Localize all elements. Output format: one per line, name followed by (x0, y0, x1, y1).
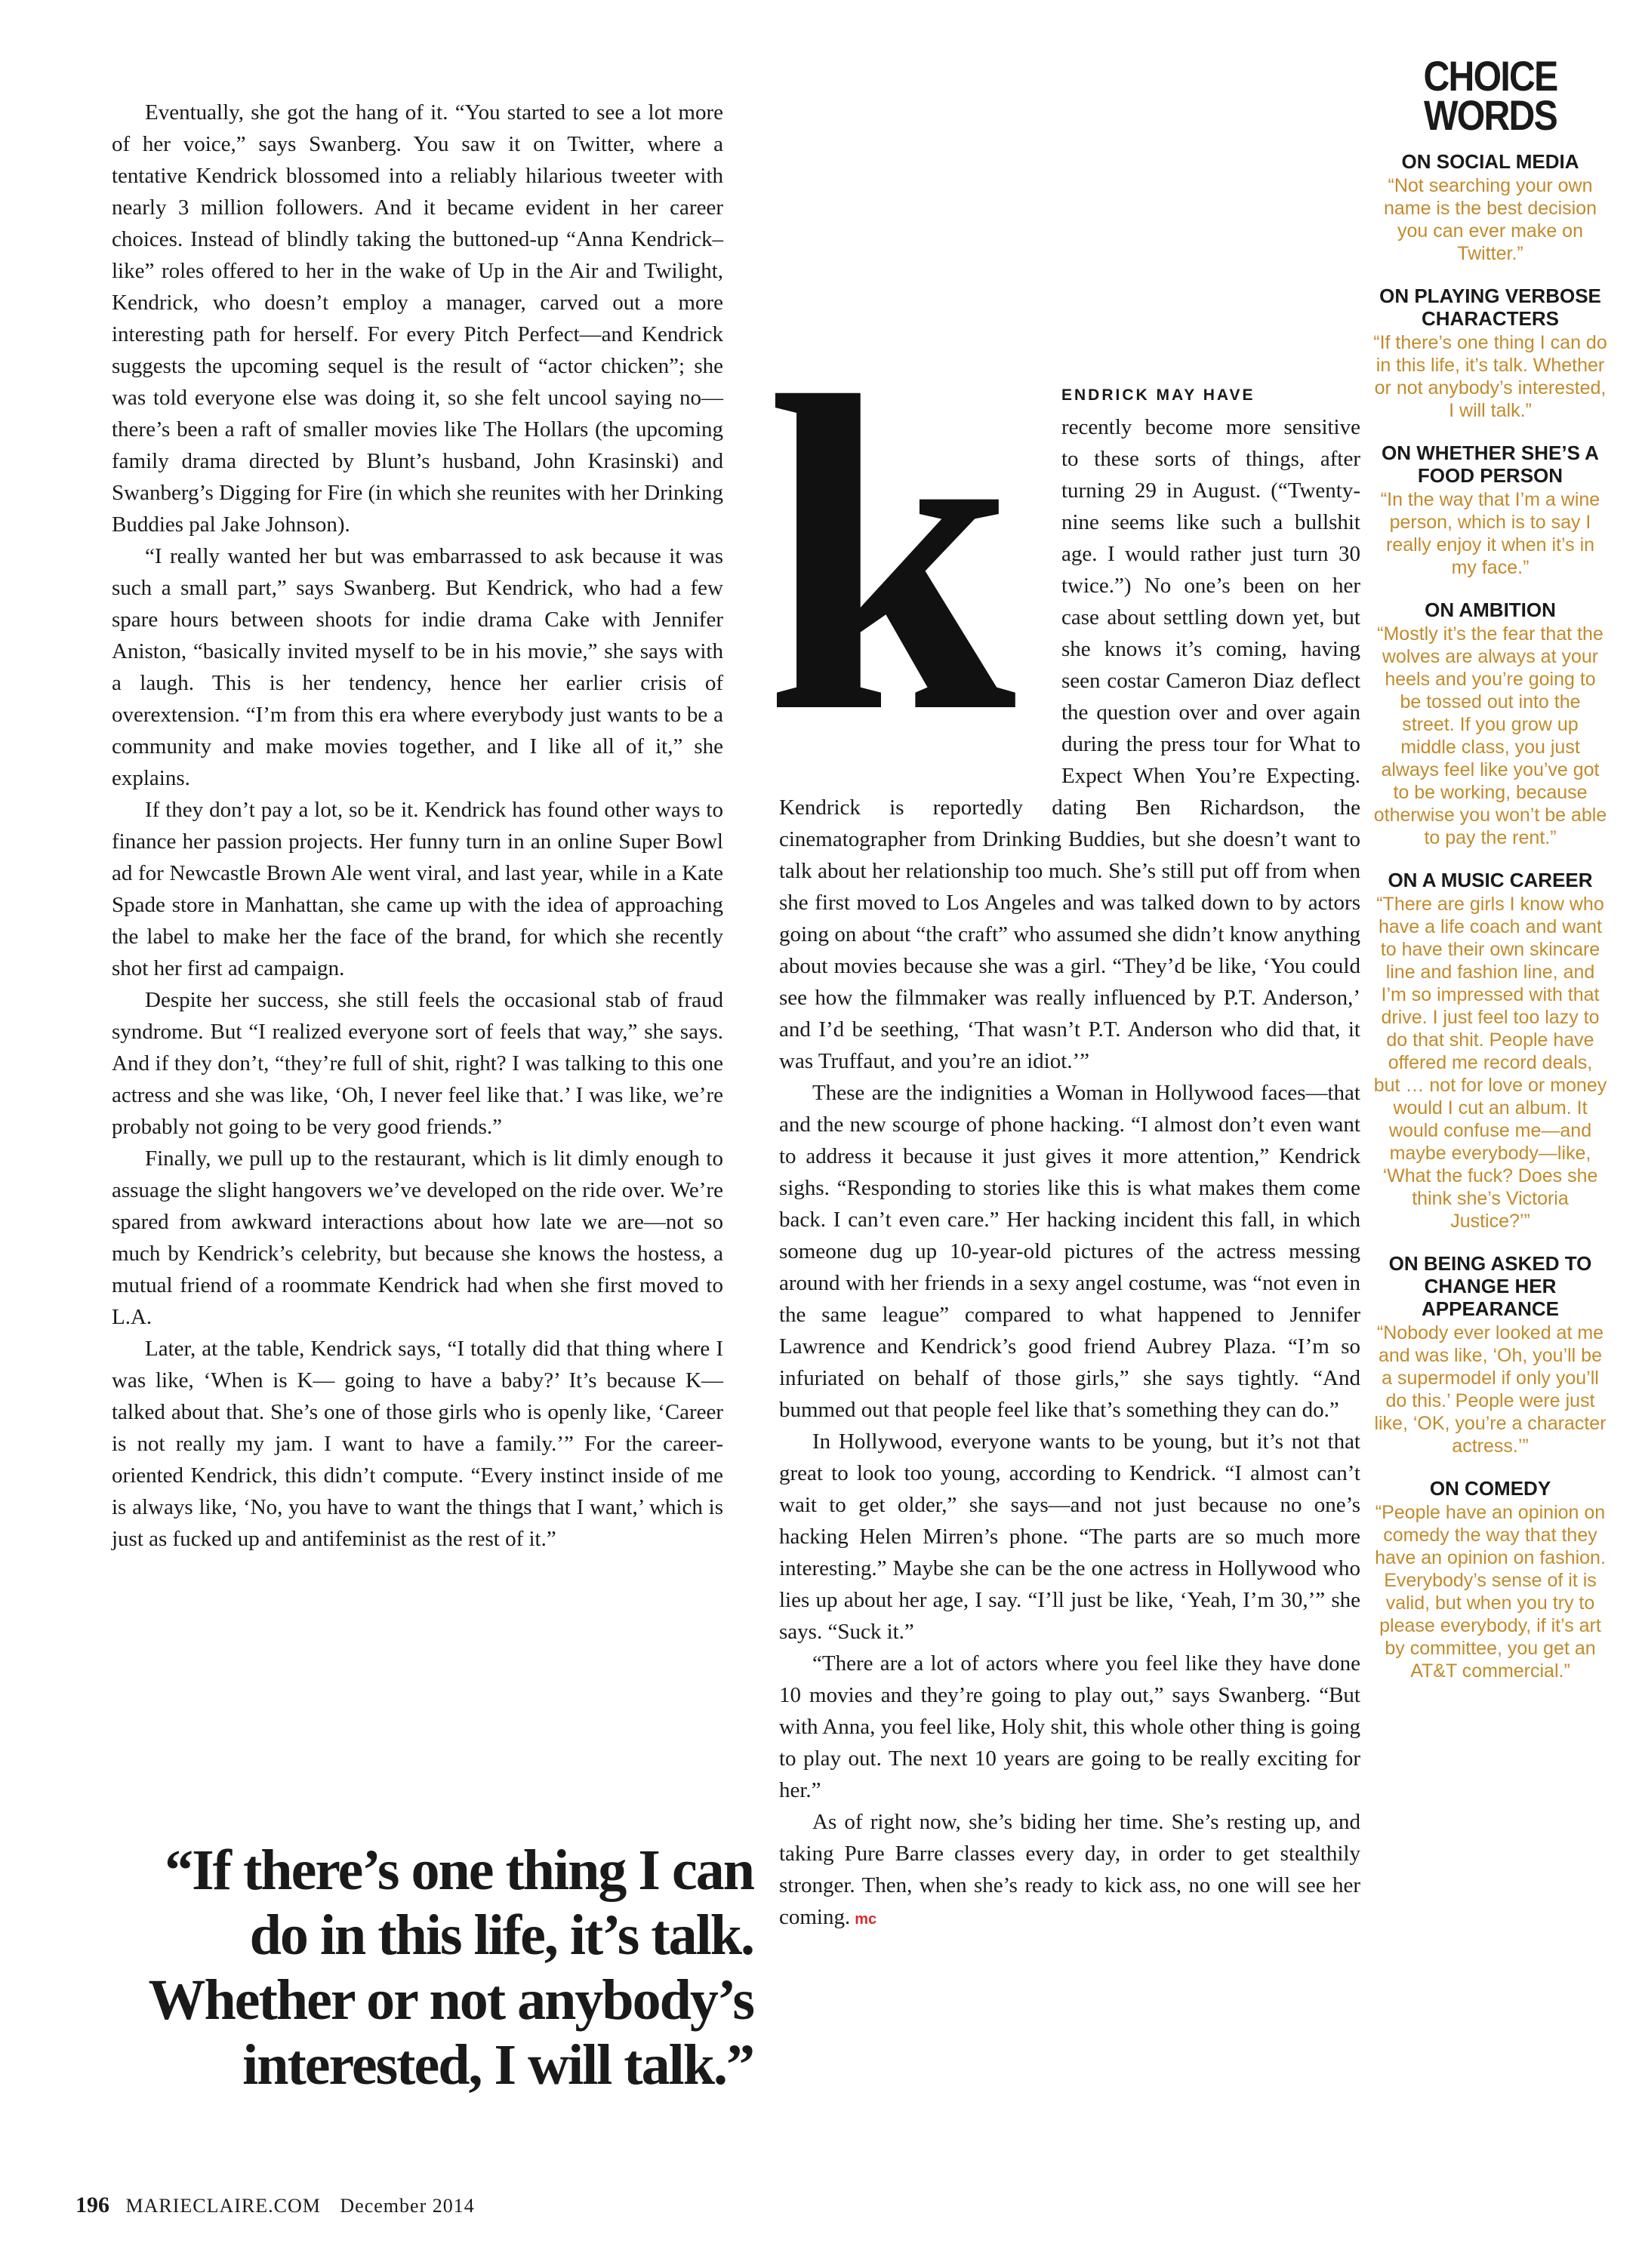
pull-quote (83, 1838, 753, 2097)
paragraph: If they don’t pay a lot, so be it. Kendrick has found other ways to finance her passion projects. Her funny turn in an online Super Bowl ad for Newcastle Brown Ale went viral, and last year, while in a Kate Spade store in Manhattan, she came up with the idea of approaching the label to make her the face of the brand, for which she recently shot her first ad campaign. (112, 798, 723, 980)
sidebar-item (1372, 1252, 1608, 1457)
paragraph: Despite her success, she still feels the occasional stab of fraud syndrome. But “I realized everyone sort of feels that way,” she says. And if they don’t, “they’re full of shit, right? I was talking to this one actress and she was like, ‘Oh, I never feel like that.’ I was like, we’re probably not going to be very good friends.” (112, 988, 723, 1139)
sidebar-item (1372, 150, 1608, 265)
sidebar-item-quote: “Mostly it’s the fear that the wolves are always at your heels and you’re going to be tossed out into the street. If you grow up middle class, you just always feel like you’ve got to be working, because otherwise you won’t be able to pay the rent.” (1373, 623, 1607, 848)
sidebar-title (1389, 52, 1591, 139)
pull-quote-line: interested, I will talk.” (242, 2033, 753, 2097)
sidebar-item-heading: ON BEING ASKED TO CHANGE HER APPEARANCE (1388, 1252, 1592, 1320)
paragraph: “I really wanted her but was embarrassed to ask because it was such a small part,” says Swanberg. But Kendrick, who had a few spare hours between shoots for indie drama Cake with Jennifer Aniston, “basically invited myself to be in his movie,” she says with a laugh. This is her tendency, hence her earlier crisis of overextension. “I’m from this era where everybody just wants to be a community and make movies together, and I like all of it,” she explains. (112, 544, 723, 790)
sidebar-title-line: CHOICE (1423, 52, 1557, 100)
sidebar-item-quote: “In the way that I’m a wine person, which is to say I really enjoy it when it’s in my face.” (1380, 489, 1600, 578)
sidebar-item-heading: ON PLAYING VERBOSE CHARACTERS (1379, 285, 1601, 330)
pull-quote-line: do in this life, it’s talk. (249, 1903, 753, 1967)
sidebar-item-heading: ON A MUSIC CAREER (1388, 869, 1593, 891)
paragraph (779, 1806, 1360, 1935)
paragraph: Finally, we pull up to the restaurant, which is lit dimly enough to assuage the slight hangovers we’ve developed on the ride over. We’re spared from awkward interactions about how late we are—not so much by Kendrick’s celebrity, but because she knows the hostess, a mutual friend of a roommate Kendrick had when she first moved to L.A. (112, 1146, 723, 1329)
footer-date: December 2014 (340, 2195, 475, 2217)
paragraph: In Hollywood, everyone wants to be young, but it’s not that great to look too young, according to Kendrick. “I almost can’t wait to get older,” she says—and not just because no one’s hacking Helen Mirren’s phone. “The parts are so much more interesting.” Maybe she can be the one actress in Hollywood who lies up about her age, I say. “I’ll just be like, ‘Yeah, I’m 30,’” she says. “Suck it.” (779, 1429, 1360, 1644)
page-number: 196 (75, 2193, 109, 2217)
article-column-left (112, 97, 723, 1555)
sidebar-item-quote: “Nobody ever looked at me and was like, ‘Oh, you’ll be a supermodel if only you’ll do this.’ People were just like, ‘OK, you’re a character actress.’” (1374, 1322, 1607, 1457)
pull-quote-line: Whether or not anybody’s (148, 1968, 753, 2032)
page-footer (75, 2193, 475, 2218)
paragraph: Later, at the table, Kendrick says, “I totally did that thing where I was like, ‘When is K— going to have a baby?’ It’s because K— talked about that. She’s one of those girls who is openly like, ‘Career is not really my jam. I want to have a family.’” For the career-oriented Kendrick, this didn’t compute. “Every instinct inside of me is always like, ‘No, you have to want the things that I want,’ which is just as fucked up and antifeminist as the rest of it.” (112, 1337, 723, 1551)
sidebar-item (1372, 285, 1608, 422)
paragraph: “There are a lot of actors where you feel like they have done 10 movies and they’re going to play out,” says Swanberg. “But with Anna, you feel like, Holy shit, this whole other thing is going to play out. The next 10 years are going to be really exciting for her.” (779, 1651, 1360, 1802)
article-column-middle (764, 303, 1360, 1935)
sidebar-item-heading: ON SOCIAL MEDIA (1401, 150, 1579, 173)
section-kicker: ENDRICK MAY HAVE (1061, 386, 1255, 404)
lead-paragraph (764, 303, 1360, 1077)
paragraph: These are the indignities a Woman in Hollywood faces—that and the new scourge of phone hacking. “I almost don’t even want to address it because it just gives it more attention,” Kendrick sighs. “Responding to stories like this is what makes them come back. I can’t even care.” Her hacking incident this fall, in which someone dug up 10-year-old pictures of the actress messing around with her friends in a sexy angel costume, was “not even in the same league” compared to what happened to Jennifer Lawrence and Kendrick’s good friend Aubrey Plaza. “I’m so infuriated on behalf of those girls,” she says tightly. “And bummed out that people feel like that’s something they can do.” (779, 1081, 1360, 1422)
sidebar-item-quote: “There are girls I know who have a life coach and want to have their own skincare line and fashion line, and I’m so impressed with that drive. I just feel too lazy to do that shit. People have offered me record deals, but … not for love or money would I cut an album. It would confuse me—and maybe everybody—like, ‘What the fuck? Does she think she’s Victoria Justice?’” (1373, 894, 1607, 1232)
sidebar-item (1372, 869, 1608, 1232)
sidebar-item (1372, 442, 1608, 579)
end-mark: mc (855, 1911, 877, 1928)
choice-words-sidebar (1372, 52, 1608, 1702)
sidebar-item-heading: ON COMEDY (1429, 1477, 1551, 1500)
sidebar-item (1372, 599, 1608, 849)
sidebar-item-quote: “Not searching your own name is the best decision you can ever make on Twitter.” (1383, 175, 1597, 264)
sidebar-item-heading: ON WHETHER SHE’S A FOOD PERSON (1382, 442, 1599, 487)
footer-site: MARIECLAIRE.COM (125, 2195, 321, 2217)
sidebar-item-heading: ON AMBITION (1425, 599, 1556, 621)
sidebar-title-line: WORDS (1423, 91, 1557, 139)
sidebar-item-quote: “People have an opinion on comedy the way that they have an opinion on fashion. Everybody’s sense of it is valid, but when you try to please everybody, if it’s art by committee, you get an AT&T commercial.” (1375, 1502, 1606, 1682)
drop-cap: k (764, 303, 1016, 805)
sidebar-item-quote: “If there’s one thing I can do in this life, it’s talk. Whether or not anybody’s interested, I will talk.” (1373, 332, 1607, 421)
paragraph-text: As of right now, she’s biding her time. She’s resting up, and taking Pure Barre classes every day, in order to get stealthily stronger. Then, when she’s ready to kick ass, no one will see her coming. (779, 1810, 1360, 1929)
lead-text: recently become more sensitive to these sorts of things, after turning 29 in August. (“Twenty-nine seems like such a bullshit age. I would rather just turn 30 twice.”) No one’s been on her case about settling down yet, but she knows it’s coming, having seen costar Cameron Diaz deflect the question over and over again during the press tour for What to Expect When You’re Expecting. Kendrick is reportedly dating Ben Richardson, the cinematographer from Drinking Buddies, but she doesn’t want to talk about her relationship too much. She’s still put off from when she first moved to Los Angeles and was talked down to by actors going on about “the craft” who assumed she didn’t know anything about movies because she was a girl. “They’d be like, ‘You could see how the filmmaker was really influenced by P.T. Anderson,’ and I’d be seething, ‘That wasn’t P.T. Anderson who did that, it was Truffaut, and you’re an idiot.’” (779, 415, 1360, 1073)
pull-quote-line: “If there’s one thing I can (165, 1839, 753, 1902)
sidebar-item (1372, 1477, 1608, 1682)
paragraph: Eventually, she got the hang of it. “You started to see a lot more of her voice,” says Swanberg. You saw it on Twitter, where a tentative Kendrick blossomed into a reliably hilarious tweeter with nearly 3 million followers. And it became evident in her career choices. Instead of blindly taking the buttoned-up “Anna Kendrick–like” roles offered to her in the wake of Up in the Air and Twilight, Kendrick, who doesn’t employ a manager, carved out a more interesting path for herself. For every Pitch Perfect—and Kendrick suggests the upcoming sequel is the result of “actor chicken”; she was told everyone else was doing it, so she felt uncool saying no—there’s been a raft of smaller movies like The Hollars (the upcoming family drama directed by Blunt’s husband, John Krasinski) and Swanberg’s Digging for Fire (in which she reunites with her Drinking Buddies pal Jake Johnson). (112, 100, 723, 537)
